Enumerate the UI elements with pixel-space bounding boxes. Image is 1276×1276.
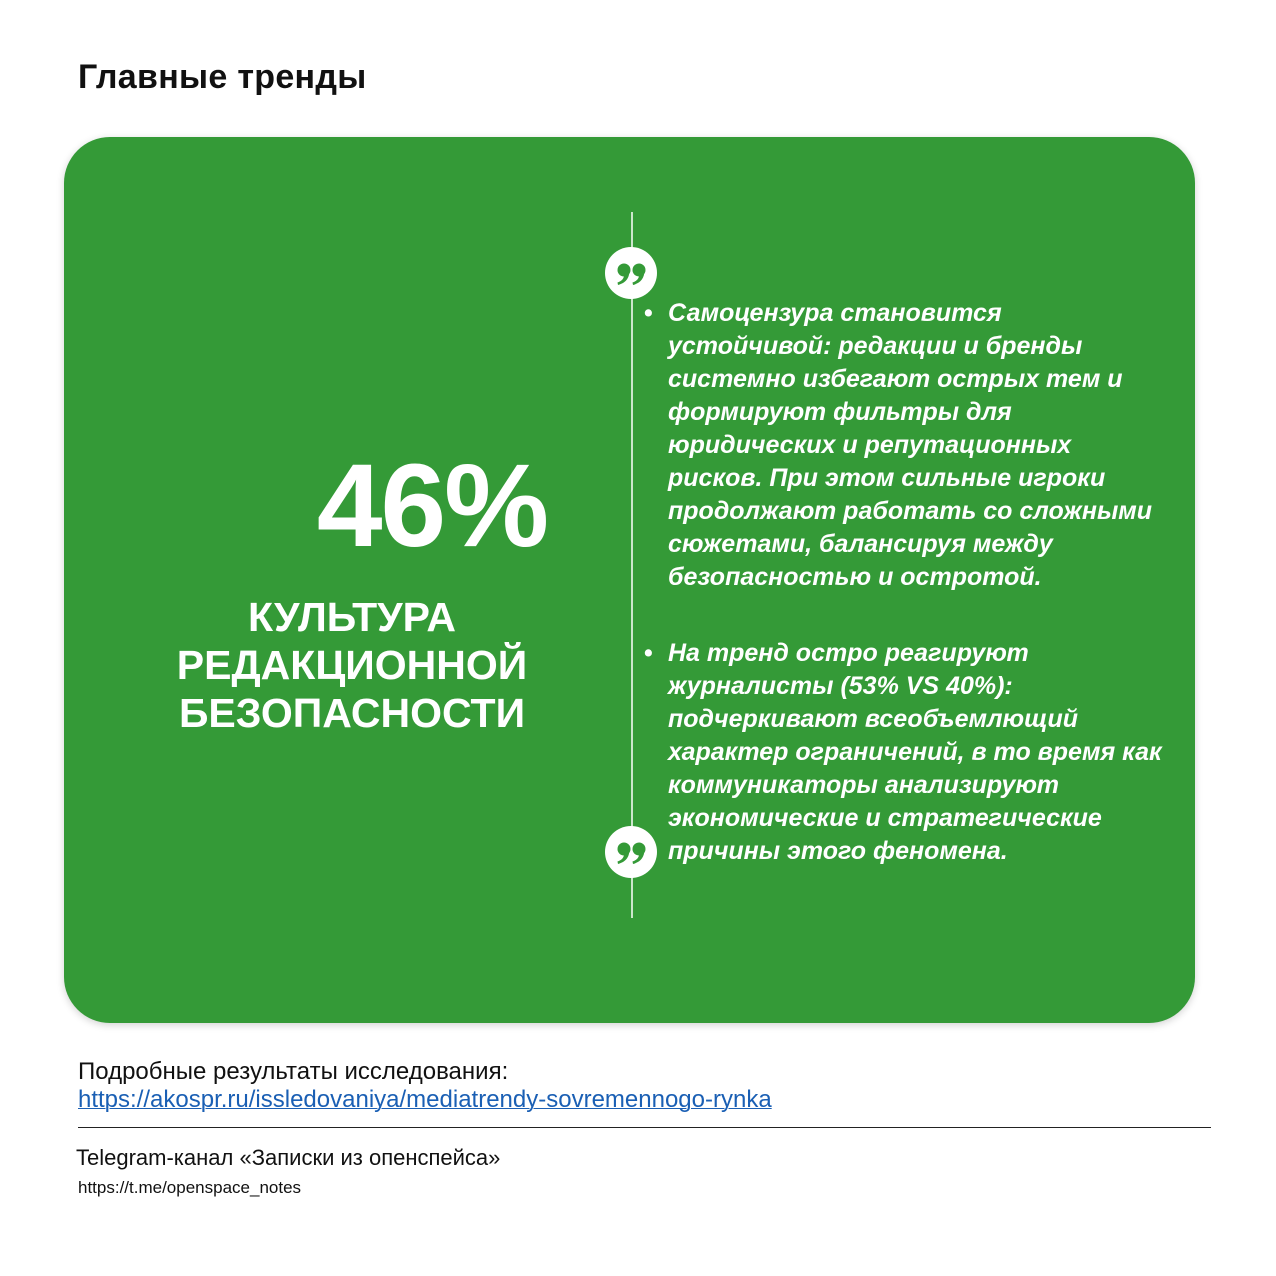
page-title: Главные тренды	[78, 58, 367, 96]
bullet-item	[644, 637, 1164, 868]
bullet-marker: •	[644, 299, 653, 327]
trend-bullets	[644, 297, 1164, 868]
footer-caption: Подробные результаты исследования:	[78, 1058, 509, 1085]
bullet-marker: •	[644, 639, 653, 667]
stat-label-line: РЕДАКЦИОННОЙ	[176, 642, 528, 688]
bullet-text: Самоцензура становится устойчивой: редакции и бренды системно избегают острых тем и формируют фильтры для юридических и репутационных рисков. При этом сильные игроки продолжают работать со сложными сюжетами, балансируя между безопасностью и остротой.	[668, 299, 1153, 591]
stat-label-line: БЕЗОПАСНОСТИ	[178, 690, 526, 736]
quote-icon	[605, 826, 657, 878]
quote-icon	[605, 247, 657, 299]
footer-divider	[78, 1127, 1211, 1128]
channel-title: Telegram-канал «Записки из опенспейса»	[76, 1145, 501, 1170]
stat-label	[142, 593, 562, 737]
research-link[interactable]: https://akospr.ru/issledovaniya/mediatrendy-sovremennogo-rynka	[78, 1086, 772, 1113]
vertical-divider	[631, 212, 633, 918]
trend-card	[64, 137, 1195, 1023]
bullet-text: На тренд остро реагируют журналисты (53% VS 40%): подчеркивают всеобъемлющий характер ограничений, в то время как коммуникаторы анализируют экономические и стратегические причины этого феномена.	[668, 639, 1162, 865]
stat-value: 46%	[316, 440, 548, 572]
stat-label-line: КУЛЬТУРА	[248, 594, 456, 640]
bullet-item	[644, 297, 1164, 594]
channel-url: https://t.me/openspace_notes	[78, 1178, 302, 1197]
